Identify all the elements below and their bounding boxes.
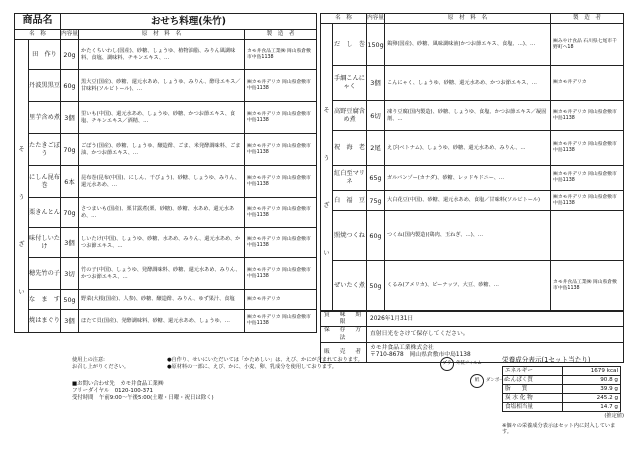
recycle-mark-paper: 紙 ダンボール — [470, 374, 508, 388]
item-amount: 6切 — [367, 101, 385, 131]
item-amount: 60g — [61, 70, 79, 102]
item-maker: ㈱カモ井デリカ 岡山県倉敷市中島1138 — [245, 166, 317, 198]
paper-recycle-icon: 紙 — [470, 374, 484, 388]
product-name: おせち料理(朱竹) — [61, 14, 317, 30]
item-ingredients: 野菜(大根(国産)、人参)、砂糖、醸造酢、みりん、ゆず果汁、食塩 — [79, 290, 245, 310]
nutrition-row: 食塩相当量 14.7 g — [503, 403, 621, 412]
item-name: 紅白至マリネ — [333, 166, 367, 191]
item-ingredients: 鶏卵(国産)、砂糖、風味調味液(かつお節エキス、食塩、…)、… — [385, 24, 551, 66]
item-maker: ㈱カモ井デリカ — [551, 66, 624, 101]
item-ingredients: しいたけ(中国)、しょうゆ、砂糖、水あめ、みりん、還元水あめ、かつお節エキス、… — [79, 228, 245, 258]
item-name: だ し 巻 — [333, 24, 367, 66]
item-amount: 150g — [367, 24, 385, 66]
item-maker: カモ井食品工業㈱ 岡山県倉敷市中島1138 — [245, 40, 317, 70]
contact-info: ■お問い合わせ先 カモ井食品工業㈱ フリーダイヤル 0120-100-371 受付時間 午前9:00〜午後5:00(土曜・日曜・祝日は除く) — [72, 381, 214, 401]
product-label: 商品名 — [15, 14, 61, 30]
item-maker: ㈱カモ井デリカ — [245, 290, 317, 310]
seller-address: 〒710-8678 岡山県倉敷市中島1138 — [370, 352, 471, 359]
col-header-name: 名 称 — [321, 14, 367, 24]
item-name: ぜいたく煮 — [333, 261, 367, 311]
table-row — [321, 24, 624, 66]
item-name: 照焼つくね — [333, 211, 367, 261]
nutrition-note: (推定値) — [604, 413, 624, 420]
item-name: 里芋含め煮 — [29, 102, 61, 134]
item-ingredients: 昆布巻(昆布(中国)、にしん、干ぴょう)、砂糖、しょうゆ、みりん、還元水あめ、… — [79, 166, 245, 198]
item-maker: ㈱カモ井デリカ 岡山県倉敷市中島1138 — [551, 166, 624, 191]
table-row — [15, 102, 317, 134]
col-header-maker: 製 造 者 — [245, 30, 317, 40]
item-ingredients: 竹の子(中国)、しょうゆ、発酵調味料、砂糖、還元水あめ、みりん、かつお節エキス、… — [79, 258, 245, 290]
item-name: たたきごぼう — [29, 134, 61, 166]
item-name: 味付しいたけ — [29, 228, 61, 258]
item-amount: 50g — [367, 261, 385, 311]
item-ingredients: つくね(国内製造)(鶏肉、玉ねぎ、…)、… — [385, 211, 551, 261]
item-maker: ㈱カモ井デリカ 岡山県倉敷市中島1138 — [245, 310, 317, 333]
usage-notes: 使用上の注意: お召し上がりください。 — [72, 357, 130, 370]
table-row — [321, 191, 624, 211]
table-row — [15, 166, 317, 198]
expiry-value: 2026年1月31日 — [367, 312, 624, 327]
nutrition-row: たんぱく質 90.8 g — [503, 376, 621, 385]
nutrition-table — [502, 366, 621, 412]
table-row — [321, 166, 624, 191]
item-amount: 2尾 — [367, 131, 385, 166]
col-header-maker: 製 造 者 — [551, 14, 624, 24]
item-ingredients: こんにゃく、しょうゆ、砂糖、還元水あめ、かつお節エキス、… — [385, 66, 551, 101]
item-amount: 3個 — [367, 66, 385, 101]
item-amount: 50g — [61, 290, 79, 310]
seller-name: カモ井食品工業株式会社 — [370, 345, 434, 352]
group-label: そ う ざ い — [15, 40, 29, 333]
group-label: そ う ざ い — [321, 24, 333, 311]
item-name: 丹波黒黒豆 — [29, 70, 61, 102]
col-header-amount: 内容量 — [61, 30, 79, 40]
item-maker: ㈱カモ井デリカ 岡山県倉敷市中島1138 — [245, 198, 317, 228]
item-maker — [551, 211, 624, 261]
item-amount: 3個 — [61, 310, 79, 333]
table-row — [15, 134, 317, 166]
item-ingredients: ガルバンゾー(カナダ)、砂糖、レッドキドニー、… — [385, 166, 551, 191]
table-row — [15, 290, 317, 310]
seller-label: 販 売 者 — [321, 342, 367, 362]
table-row — [15, 40, 317, 70]
table-row — [15, 198, 317, 228]
item-name: 穂先竹の子 — [29, 258, 61, 290]
item-amount: 60g — [367, 211, 385, 261]
item-name: 祝 海 老 — [333, 131, 367, 166]
table-row — [321, 211, 624, 261]
item-name: 白 福 豆 — [333, 191, 367, 211]
item-amount: 70g — [61, 198, 79, 228]
item-name: 手綱こんにゃく — [333, 66, 367, 101]
item-amount: 65g — [367, 166, 385, 191]
nutrition-title: 栄養成分表示(1セット当たり) — [502, 356, 591, 364]
table-row — [15, 258, 317, 290]
plastic-recycle-icon: プラ — [440, 357, 454, 371]
item-ingredients: かたくちいわし(国産)、砂糖、しょうゆ、植物油脂、みりん風調味料、食塩、調味料、チキンエキス、… — [79, 40, 245, 70]
table-row — [321, 131, 624, 166]
table-row — [15, 228, 317, 258]
item-maker: ㈱カモ井デリカ 岡山県倉敷市中島1138 — [551, 131, 624, 166]
recycle-mark-plastic: プラ 外装フィルム — [440, 357, 482, 371]
item-name: 高野豆腐含め煮 — [333, 101, 367, 131]
item-amount: 6本 — [61, 166, 79, 198]
item-maker: ㈱カモ井デリカ 岡山県倉敷市中島1138 — [245, 102, 317, 134]
storage-label: 保 存 方 法 — [321, 327, 367, 342]
item-ingredients: 里いも(中国)、還元水あめ、しょうゆ、砂糖、かつお節エキス、食塩、チキンエキス／酒精、… — [79, 102, 245, 134]
item-maker: ㈱カモ井デリカ 岡山県倉敷市中島1138 — [245, 258, 317, 290]
nutrition-row: 脂 質 39.9 g — [503, 385, 621, 394]
item-maker: ㈱カモ井デリカ 岡山県倉敷市中島1138 — [245, 228, 317, 258]
table-row — [15, 310, 317, 333]
item-amount: 3個 — [61, 102, 79, 134]
item-ingredients: 凍り豆腐(国内製造)、砂糖、しょうゆ、食塩、かつお節エキス／凝固剤、… — [385, 101, 551, 131]
item-amount: 3切 — [61, 258, 79, 290]
col-header-name: 名 称 — [15, 30, 61, 40]
nutrition-facts — [502, 356, 624, 436]
item-amount: 75g — [367, 191, 385, 211]
item-ingredients: さつまいも(国産)、栗甘露煮(栗、砂糖)、砂糖、水あめ、還元水あめ、… — [79, 198, 245, 228]
item-amount: 3個 — [61, 228, 79, 258]
left-ingredient-table — [14, 13, 316, 333]
table-row — [15, 70, 317, 102]
item-maker: ㈱カモ井デリカ 岡山県倉敷市中島1138 — [245, 70, 317, 102]
right-ingredient-table — [320, 13, 623, 363]
table-row — [321, 101, 624, 131]
nutrition-row: エネルギー 1679 kcal — [503, 367, 621, 376]
item-amount: 20g — [61, 40, 79, 70]
storage-value: 直射日光をさけて保存してください。 — [367, 327, 624, 342]
item-ingredients: くるみ(アメリカ)、ピーナッツ、大豆、砂糖、… — [385, 261, 551, 311]
item-ingredients: 黒大豆(国産)、砂糖、還元水あめ、しょうゆ、みりん、酵母エキス／甘味料(ソルビトール)、… — [79, 70, 245, 102]
allergen-notes: ●自作り、せいにいただいては「かためしい」は、えび、かにが含まれております。 ●原材料の一部に、えび、かに、小麦、卵、乳成分を使用しております。 — [167, 357, 363, 370]
nutrition-footnote: ※個々の栄養成分表示はセット内に封入しています。 — [502, 422, 616, 436]
item-maker: ㈱カモ井デリカ 岡山県倉敷市中島1138 — [245, 134, 317, 166]
table-row — [321, 66, 624, 101]
item-amount: 70g — [61, 134, 79, 166]
item-ingredients: えび(ベトナム)、しょうゆ、砂糖、還元水あめ、みりん、… — [385, 131, 551, 166]
item-name: 焼はまぐり — [29, 310, 61, 333]
item-ingredients: ごぼう(国産)、砂糖、しょうゆ、醸造酢、ごま、米発酵調味料、ごま油、かつお節エキス、… — [79, 134, 245, 166]
item-maker: ㈱カモ井デリカ 岡山県倉敷市中島1138 — [551, 101, 624, 131]
col-header-ingredients: 原 材 料 名 — [79, 30, 245, 40]
item-ingredients: 大白花豆(中国)、砂糖、還元水あめ、食塩／甘味料(ソルビトール) — [385, 191, 551, 211]
item-maker: ㈱みやけ食品 石川県七尾市千野町ヘ18 — [551, 24, 624, 66]
item-name: な ま す — [29, 290, 61, 310]
item-ingredients: ほたて貝(国産)、発酵調味料、砂糖、還元水あめ、しょうゆ、… — [79, 310, 245, 333]
item-maker: ㈱カモ井デリカ 岡山県倉敷市中島1138 — [551, 191, 624, 211]
table-row — [321, 261, 624, 311]
col-header-ingredients: 原 材 料 名 — [385, 14, 551, 24]
expiry-label: 賞 味 期 限 — [321, 312, 367, 327]
item-maker: カモ井食品工業㈱ 岡山県倉敷市中島1138 — [551, 261, 624, 311]
item-name: 栗きんとん — [29, 198, 61, 228]
item-name: にしん昆布巻 — [29, 166, 61, 198]
item-name: 田 作り — [29, 40, 61, 70]
nutrition-row: 炭 水 化 物 245.2 g — [503, 394, 621, 403]
col-header-amount: 内容量 — [367, 14, 385, 24]
